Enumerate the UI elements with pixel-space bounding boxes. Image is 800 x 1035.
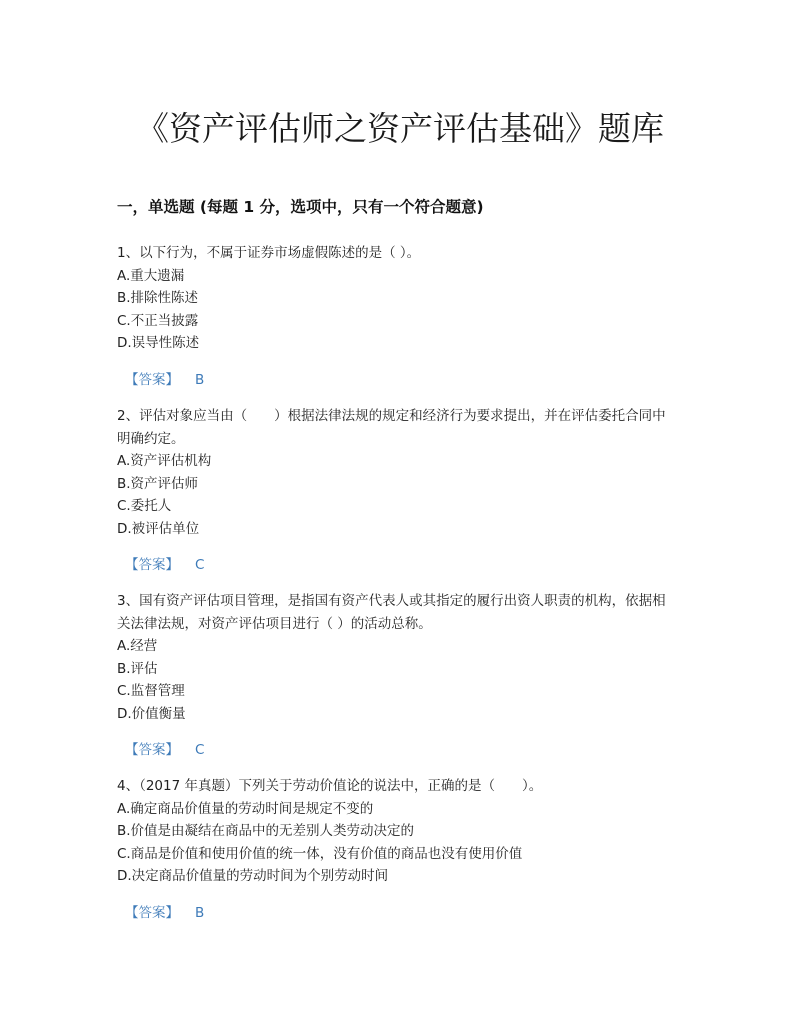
option-d: D.被评估单位 [117,520,200,537]
question-3 [117,590,677,761]
option-b: B.价值是由凝结在商品中的无差别人类劳动决定的 [117,823,415,839]
answer-tag: 【答案】 [125,557,179,573]
question-stem: 3、国有资产评估项目管理，是指国有资产代表人或其指定的履行出资人职责的机构，依据相关法律法规，对资产评估项目进行（ ）的活动总称。 [117,593,666,632]
option-c: C.委托人 [117,498,172,514]
answer-value: C [195,557,205,573]
section-heading: 一，单选题 (每题 1 分，选项中，只有一个符合题意) [117,198,484,216]
option-d: D.误导性陈述 [117,335,200,351]
option-a: A.资产评估机构 [117,453,212,469]
option-b: B.排除性陈述 [117,290,199,306]
answer-line [117,739,677,761]
option-b: B.资产评估师 [117,475,199,492]
option-a: A.确定商品价值量的劳动时间是规定不变的 [117,800,374,817]
question-2 [117,405,677,576]
option-b: B.评估 [117,660,158,677]
document-title: 《资产评估师之资产评估基础》题库 [136,109,664,148]
answer-value: C [195,742,205,758]
option-c: C.商品是价值和使用价值的统一体，没有价值的商品也没有使用价值 [117,845,523,862]
question-stem: 2、评估对象应当由（ ）根据法律法规的规定和经济行为要求提出，并在评估委托合同中明确约定。 [117,408,666,447]
answer-tag: 【答案】 [125,371,179,388]
option-d: D.决定商品价值量的劳动时间为个别劳动时间 [117,868,389,884]
answer-line [117,554,677,576]
answer-tag: 【答案】 [125,742,179,758]
answer-line [117,369,677,391]
question-4 [117,775,677,924]
question-stem: 1、以下行为，不属于证券市场虚假陈述的是（ ）。 [117,245,421,261]
option-a: A.经营 [117,638,158,654]
answer-value: B [195,904,205,921]
option-c: C.不正当披露 [117,312,199,329]
question-1 [117,242,677,391]
question-stem: 4、（2017 年真题）下列关于劳动价值论的说法中，正确的是（ ）。 [117,778,543,794]
answer-value: B [195,371,205,388]
option-a: A.重大遗漏 [117,267,185,284]
answer-tag: 【答案】 [125,904,179,921]
option-c: C.监督管理 [117,683,185,699]
answer-line [117,902,677,924]
option-d: D.价值衡量 [117,705,186,722]
